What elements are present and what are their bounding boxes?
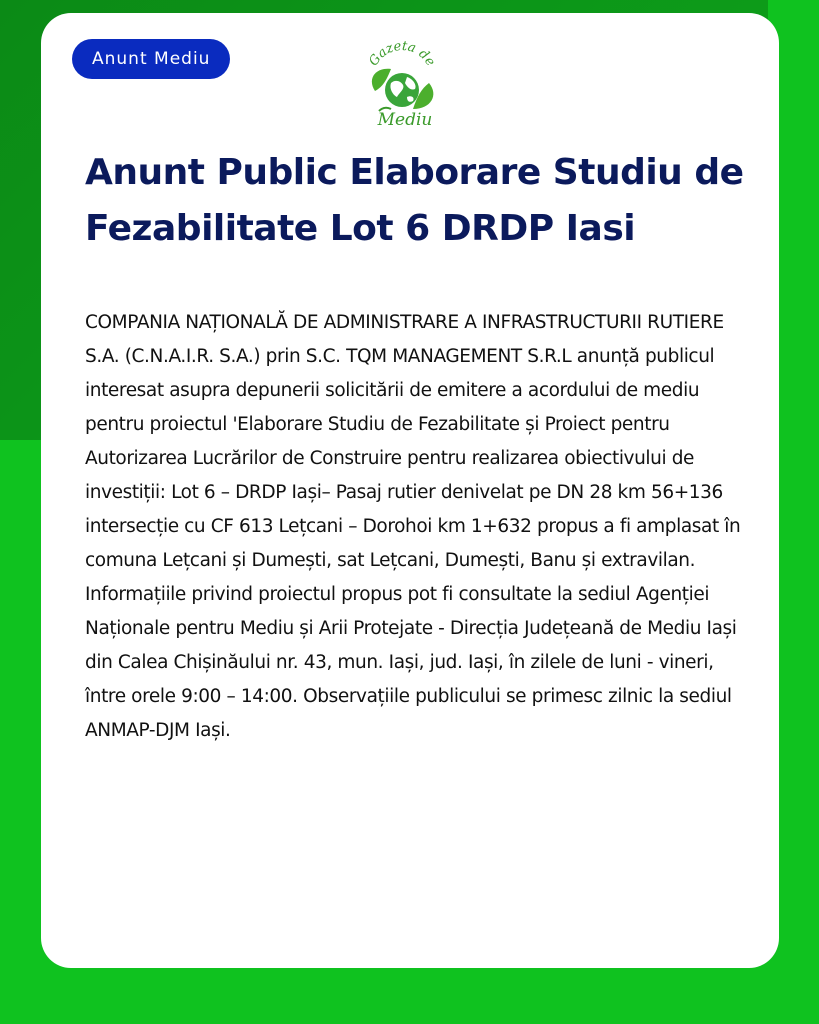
- category-badge[interactable]: Anunt Mediu: [72, 39, 230, 79]
- logo-top-text: Gazeta de: [366, 39, 438, 69]
- globe-leaf-icon: [361, 39, 443, 131]
- logo-bottom-text: Mediu: [377, 110, 433, 130]
- svg-text:Gazeta de: [366, 39, 438, 69]
- announcement-body: COMPANIA NAȚIONALĂ DE ADMINISTRARE A INFRASTRUCTURII RUTIERE S.A. (C.N.A.I.R. S.A.) prin S.C. TQM MANAGEMENT S.R.L anunță publicul interesat asupra depunerii solicitării de emitere a acordului de mediu pentru proiectul 'Elaborare Studiu de Fezabilitate și Proiect pentru Autorizarea Lucrărilor de Construire pentru realizarea obiectivului de investiții: Lot 6 – DRDP Iași– Pasaj rutier denivelat pe DN 28 km 56+136 intersecție cu CF 613 Lețcani – Dorohoi km 1+632 propus a fi amplasat în comuna Lețcani și Dumești, sat Lețcani, Dumești, Banu și extravilan. Informațiile privind proiectul propus pot fi consultate la sediul Agenției Naționale pentru Mediu și Arii Protejate - Direcția Județeană de Mediu Iași din Calea Chișinăului nr. 43, mun. Iași, jud. Iași, în zilele de luni - vineri, între orele 9:00 – 14:00. Observațiile publicului se primesc zilnic la sediul ANMAP-DJM Iași.: [85, 312, 741, 741]
- announcement-card: [41, 13, 779, 968]
- page-title: Anunt Public Elaborare Studiu de Fezabilitate Lot 6 DRDP Iasi: [85, 152, 744, 249]
- gazeta-de-mediu-logo: [361, 39, 443, 131]
